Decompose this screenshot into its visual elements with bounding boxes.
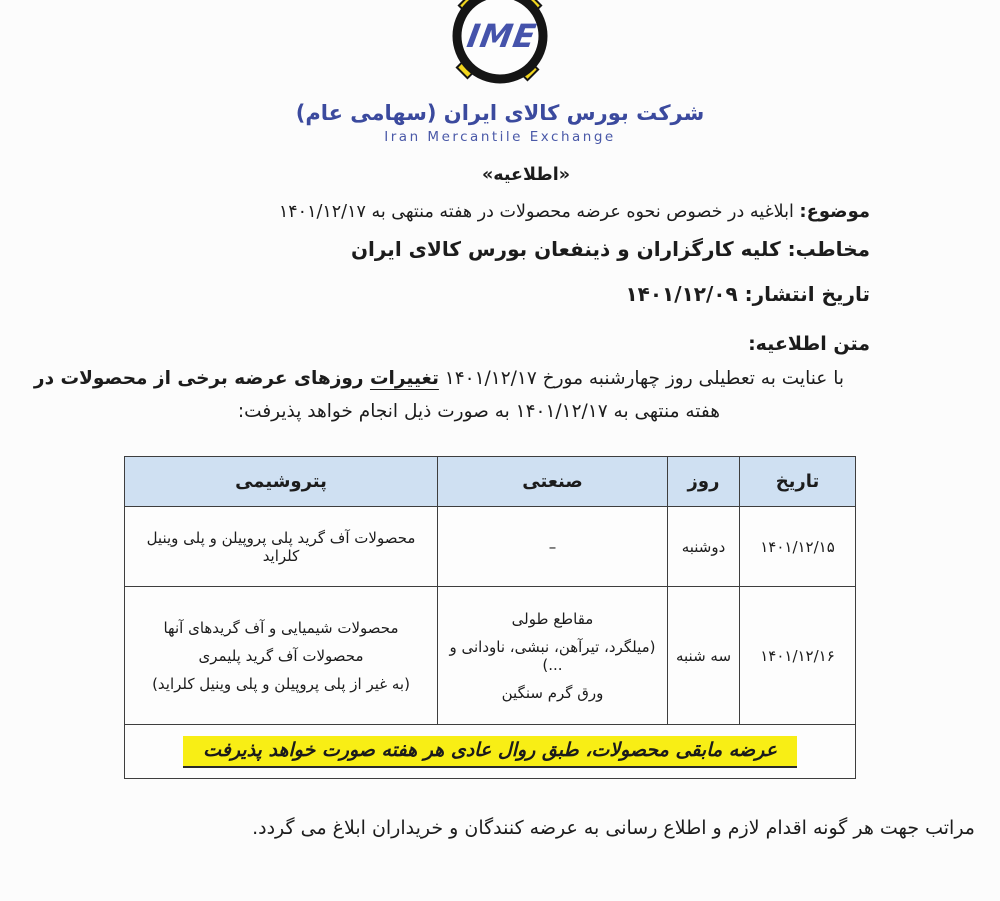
subject-label: موضوع: <box>799 201 870 222</box>
col-header-industrial: صنعتی <box>438 457 668 507</box>
publish-date-line: تاریخ انتشار: ۱۴۰۱/۱۲/۰۹ <box>625 282 870 306</box>
notice-meta <box>33 201 870 422</box>
subject-text: ابلاغیه در خصوص نحوه عرضه محصولات در هفته منتهی به ۱۴۰۱/۱۲/۱۷ <box>278 202 800 222</box>
industrial-cell <box>438 587 668 725</box>
industrial-line: ورق گرم سنگین <box>501 683 604 702</box>
petrochemical-line: محصولات شیمیایی و آف گریدهای آنها <box>163 618 399 637</box>
date-cell: ۱۴۰۱/۱۲/۱۵ <box>740 507 856 587</box>
subject-line <box>58 201 870 222</box>
petrochemical-cell: محصولات آف گرید پلی پروپیلن و پلی وینیل کلراید <box>125 507 438 587</box>
ime-logo-icon <box>422 0 578 96</box>
col-header-date: تاریخ <box>740 457 856 507</box>
date-cell: ۱۴۰۱/۱۲/۱۶ <box>740 587 856 725</box>
body-line-1-regular: با عنایت به تعطیلی روز چهارشنبه مورخ ۱۴۰۱/۱۲/۱۷ <box>438 368 844 389</box>
highlight-cell <box>125 725 856 779</box>
petrochemical-line: (به غیر از پلی پروپیلن و پلی وینیل کلراید) <box>152 674 410 693</box>
body-line-1 <box>33 368 870 389</box>
table-header-row <box>125 457 856 507</box>
day-cell: دوشنبه <box>668 507 740 587</box>
footer-note: مراتب جهت هر گونه اقدام لازم و اطلاع رسانی به عرضه کنندگان و خریداران ابلاغ می گردد. <box>252 817 975 839</box>
industrial-cell: – <box>438 507 668 587</box>
notice-title: «اطلاعیه» <box>481 165 571 185</box>
body-line-1-underlined: تغییرات <box>369 368 439 389</box>
ime-logo <box>0 0 1000 96</box>
table-row <box>125 587 856 725</box>
company-name-fa: شرکت بورس کالای ایران (سهامی عام) <box>295 101 705 125</box>
day-cell: سه شنبه <box>668 587 740 725</box>
industrial-line: مقاطع طولی <box>511 609 594 628</box>
col-header-petrochemical: پتروشیمی <box>125 457 438 507</box>
audience-line: مخاطب: کلیه کارگزاران و ذینفعان بورس کالای ایران <box>350 237 870 261</box>
body-label: متن اطلاعیه: <box>748 333 870 355</box>
body-line-2: هفته منتهی به ۱۴۰۱/۱۲/۱۷ به صورت ذیل انجام خواهد پذیرفت: <box>237 401 720 422</box>
company-name-en: Iran Mercantile Exchange <box>384 129 616 145</box>
highlight-row <box>125 725 856 779</box>
supply-schedule-table <box>124 456 856 779</box>
table-row <box>125 507 856 587</box>
petrochemical-cell <box>125 587 438 725</box>
industrial-line: (میلگرد، تیرآهن، نبشی، ناودانی و ...) <box>449 637 656 674</box>
petrochemical-line: محصولات آف گرید پلیمری <box>198 646 364 665</box>
highlight-text: عرضه مابقی محصولات، طبق روال عادی هر هفته صورت خواهد پذیرفت <box>183 736 797 768</box>
col-header-day: روز <box>668 457 740 507</box>
body-line-1-bold: روزهای عرضه برخی از محصولات در <box>33 368 370 389</box>
ime-monogram: IME <box>464 17 540 55</box>
